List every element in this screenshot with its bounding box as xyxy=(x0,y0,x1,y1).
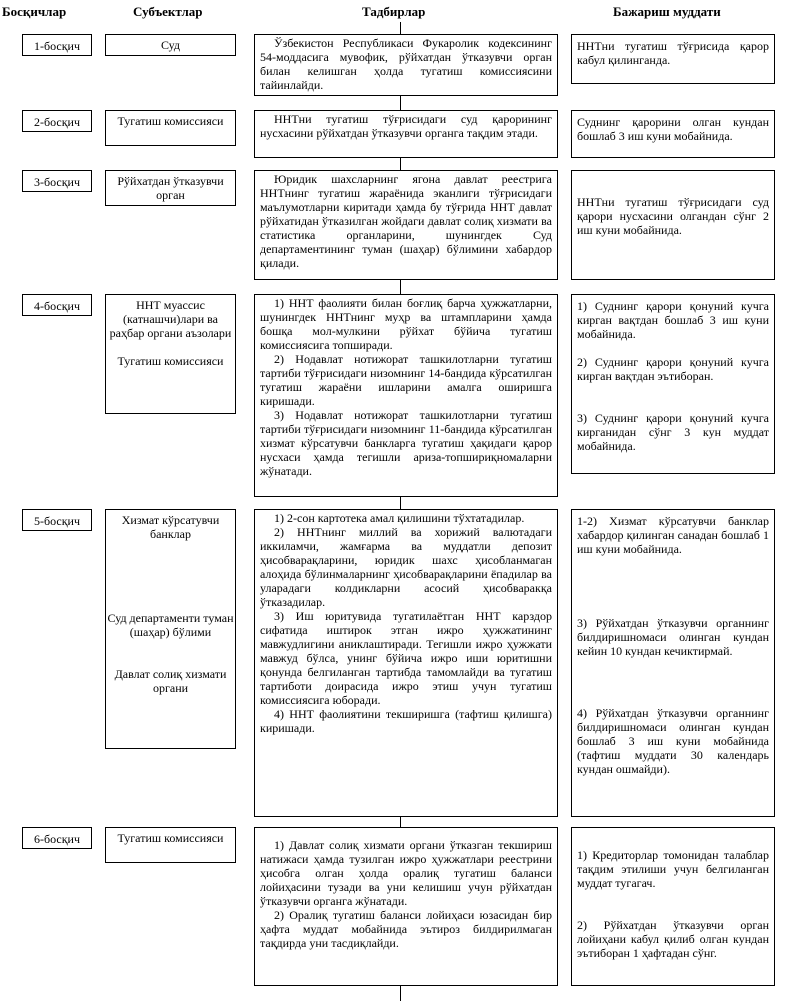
subject-1 xyxy=(105,34,236,56)
deadline-item: 4) Рўйхатдан ўтказувчи органнинг билдиришномаси олинган кундан бошлаб 3 иш куни мобайнида (тафтиш муддати 30 календарь кундан ошмайди). xyxy=(577,706,769,776)
action-item: 3) Иш юритувида тугатилаётган ННТ карздор сифатида иштирок этган ижро ҳужжатининг мавжудлигини аниклаштиради. Тегишли ижро ҳужжати мавжуд бўлса, унинг бўйича ижро иши юритишни қонунда белгиланган тартибда тамомлайди ва тугатиш тартиботи доирасида ижро этиш учун тугатиш комиссиясига юборади. xyxy=(260,609,552,707)
deadline-item: 1) Суднинг қарори қонуний кучга кирган вақтдан бошлаб 3 иш куни мобайнида. xyxy=(577,299,769,341)
subject-3 xyxy=(105,170,236,206)
deadline-4 xyxy=(571,294,775,474)
deadline-6 xyxy=(571,827,775,986)
deadline-item: 1) Кредиторлар томонидан талаблар тақдим этилиши учун белгиланган муддат тугагач. xyxy=(577,848,769,890)
stage-6: 6-босқич xyxy=(22,827,92,849)
deadline-item: 3) Суднинг қарори қонуний кучга кирганидан сўнг 3 кун муддат мобайнида. xyxy=(577,411,769,453)
deadline-item: 2) Суднинг қарори қонуний кучга кирган вақтдан эътиборан. xyxy=(577,355,769,383)
subject-6 xyxy=(105,827,236,863)
stage-2: 2-босқич xyxy=(22,110,92,132)
deadline-3 xyxy=(571,170,775,280)
header-deadline: Бажариш муддати xyxy=(613,4,721,19)
stage-1: 1-босқич xyxy=(22,34,92,56)
subject-label: Тугатиш комиссияси xyxy=(117,114,224,128)
header-stage: Босқичлар xyxy=(2,4,67,19)
actions-1 xyxy=(254,34,558,96)
stage-5: 5-босқич xyxy=(22,509,92,531)
stage-3: 3-босқич xyxy=(22,170,92,192)
connector-line xyxy=(400,22,401,34)
action-item: 1) ННТ фаолияти билан боғлиқ барча ҳужжатларни, шунингдек ННТнинг муҳр ва штампларини ҳамда бошқа мол-мулкини рўйхат бўйича тугатиш комиссиясига топширади. xyxy=(260,296,552,352)
subject-label: Давлат солиқ хизмати органи xyxy=(114,667,227,695)
action-item: 1) 2-сон картотека амал қилишини тўхтатадилар. xyxy=(274,511,525,525)
subject-label: Суд xyxy=(160,38,181,52)
subject-label: Тугатиш комиссияси xyxy=(117,354,224,368)
deadline-item: 1-2) Хизмат кўрсатувчи банклар хабардор қилинган санадан бошлаб 1 иш куни мобайнида. xyxy=(577,514,769,556)
subject-label: ННТ муассис (катнашчи)лари ва раҳбар органи аъзолари xyxy=(109,298,232,340)
subject-label: Суд департаменти туман (шаҳар) бўлими xyxy=(107,611,234,639)
stage-4: 4-босқич xyxy=(22,294,92,316)
connector-line xyxy=(400,817,401,827)
connector-line xyxy=(400,280,401,294)
deadline-item: ННТни тугатиш тўғрисидаги суд қарори нусхасини олгандан сўнг 2 иш куни мобайнида. xyxy=(577,195,769,237)
subject-label: Рўйхатдан ўтказувчи орган xyxy=(117,174,224,202)
actions-2 xyxy=(254,110,558,158)
actions-6 xyxy=(254,827,558,986)
action-item: 3) Нодавлат нотижорат ташкилотларни тугатиш тартиби тўғрисидаги низомнинг 11-бандида кўрсатилган хизмат кўрсатувчи банкларга тугатиш ҳақидаги қарор нусхаси ҳамда тегишли ариза-топшириқномаларни жўнатади. xyxy=(260,408,552,478)
deadline-1 xyxy=(571,34,775,84)
deadline-item: Суднинг қарорини олган кундан бошлаб 3 иш куни мобайнида. xyxy=(577,115,769,143)
connector-line xyxy=(400,96,401,110)
action-item: 2) Оралиқ тугатиш баланси лойиҳаси юзасидан бир ҳафта муддат мобайнида эътироз билдирилмаган тақдирда уни тасдиқлайди. xyxy=(260,908,552,950)
connector-line xyxy=(400,158,401,170)
subject-label: Тугатиш комиссияси xyxy=(117,831,224,845)
subject-label: Хизмат кўрсатувчи банклар xyxy=(121,513,220,541)
action-item: Юридик шахсларнинг ягона давлат реестрига ННТнинг тугатиш жараёнида эканлиги тўғрисидаги маълумотларни киритади ҳамда бу тўғрида ННТ давлат рўйхатидан ўтказилган жойдаги давлат солиқ хизмати ва статистика органларини, шунингдек Суд департаментининг туман (шаҳар) бўлимини хабардор қилади. xyxy=(260,172,552,270)
action-item: 1) Давлат солиқ хизмати органи ўтказган текшириш натижаси ҳамда тузилган ижро ҳужжатлари реестрини ҳисобга олган ҳолда оралиқ тугатиш баланси лойиҳасини тузади ва уни келишиш учун рўйхатдан ўтказувчи органга жўнатади. xyxy=(260,838,552,908)
deadline-item: 2) Рўйхатдан ўтказувчи орган лойиҳани кабул қилиб олган кундан эътиборан 1 ҳафтадан сўнг. xyxy=(577,918,769,960)
connector-line xyxy=(400,497,401,509)
action-item: Ўзбекистон Республикаси Фукаролик кодексининг 54-моддасига мувофик, рўйхатдан ўтказувчи орган билан келишган ҳолда тугатиш комиссиясини тайинлайди. xyxy=(260,36,552,92)
action-item: 2) Нодавлат нотижорат ташкилотларни тугатиш тартиби тўғрисидаги низомнинг 14-бандида кўрсатилган тугатиш жараёни ишларини амалга оширишга киришади. xyxy=(260,352,552,408)
deadline-item: ННТни тугатиш тўғрисида қарор кабул қилинганда. xyxy=(577,39,769,67)
subject-4 xyxy=(105,294,236,414)
actions-5 xyxy=(254,509,558,817)
subject-5 xyxy=(105,509,236,749)
deadline-2 xyxy=(571,110,775,158)
action-item: 4) ННТ фаолиятини текширишга (тафтиш қилишга) киришади. xyxy=(260,707,552,735)
action-item: ННТни тугатиш тўғрисидаги суд қарорининг нусхасини рўйхатдан ўтказувчи органга тақдим этади. xyxy=(260,112,552,140)
header-actions: Тадбирлар xyxy=(362,4,426,19)
header-subject: Субъектлар xyxy=(133,4,203,19)
deadline-item: 3) Рўйхатдан ўтказувчи органнинг билдиришномаси олинган кундан кейин 10 кундан кечиктирмай. xyxy=(577,616,769,658)
connector-line xyxy=(400,986,401,1001)
actions-4 xyxy=(254,294,558,497)
actions-3 xyxy=(254,170,558,280)
deadline-5 xyxy=(571,509,775,817)
subject-2 xyxy=(105,110,236,146)
action-item: 2) ННТнинг миллий ва хорижий валютадаги иккиламчи, жамғарма ва муддатли депозит ҳисобварақларини, юридик шахс ҳисобланмаган алоҳида бўлинмаларнинг ҳисобварақларини ёпадилар ва уларадаги колдикларни асосий ҳисобваракқа ўтказадилар. xyxy=(260,525,552,609)
